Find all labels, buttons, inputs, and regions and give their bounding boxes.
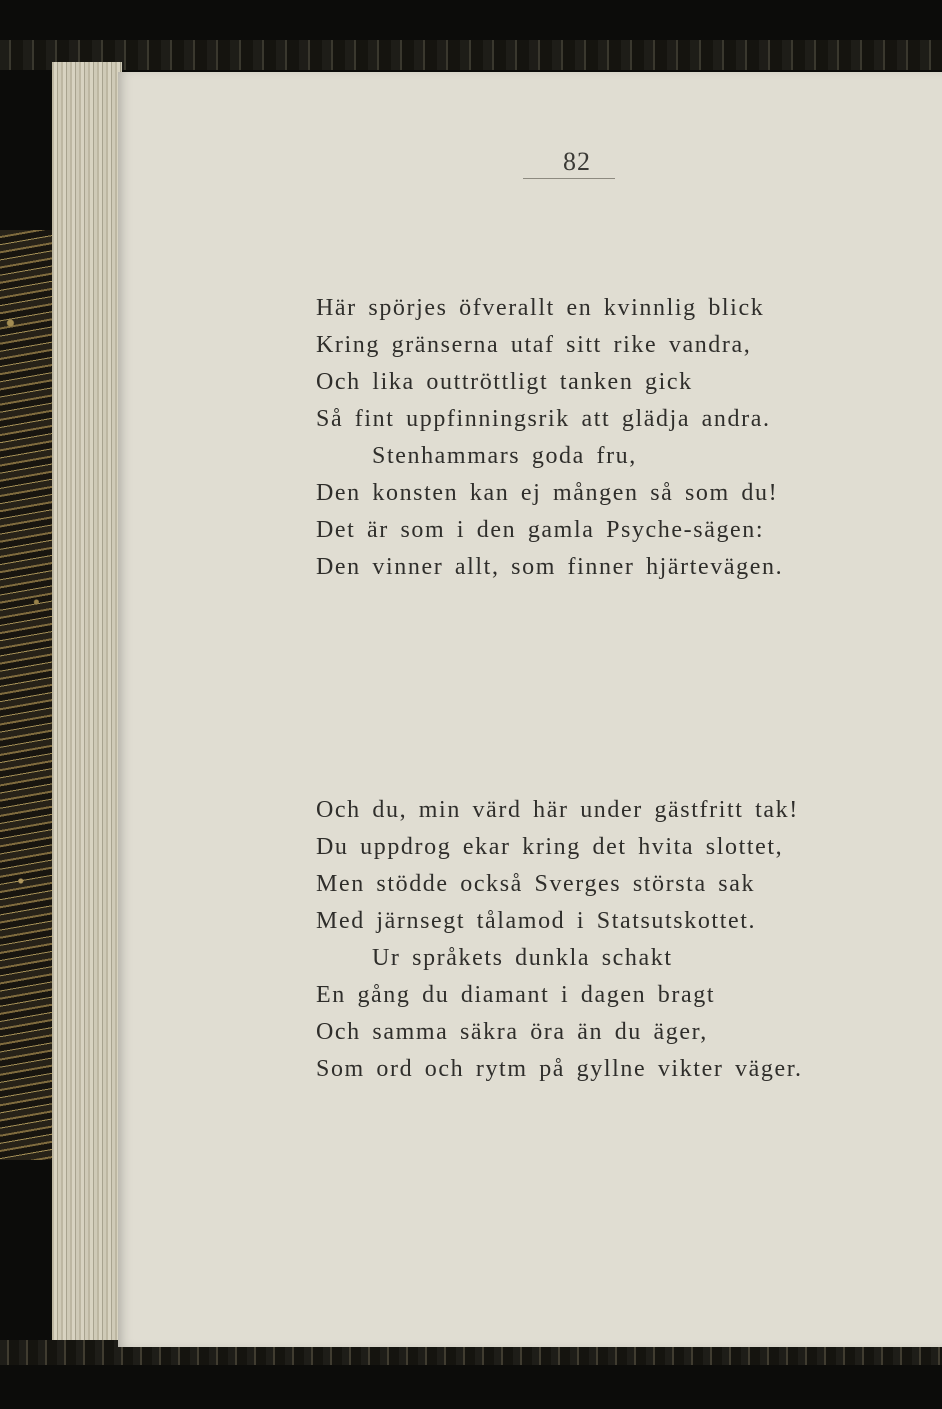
poem-line: Så fint uppfinningsrik att glädja andra.	[316, 406, 771, 432]
book-page	[118, 72, 942, 1347]
poem-line: Kring gränserna utaf sitt rike vandra,	[316, 332, 752, 358]
poem-line: Ur språkets dunkla schakt	[372, 945, 673, 971]
page-block-edge	[52, 62, 122, 1352]
poem-line: Men stödde också Sverges största sak	[316, 871, 756, 897]
poem-line: Stenhammars goda fru,	[372, 443, 637, 469]
page-number-rule	[523, 178, 615, 179]
stanza-2	[316, 792, 803, 1088]
poem-line: Här spörjes öfverallt en kvinnlig blick	[316, 295, 765, 321]
poem-line: Du uppdrog ekar kring det hvita slottet,	[316, 834, 784, 860]
poem-line: Det är som i den gamla Psyche-sägen:	[316, 517, 765, 543]
book-cover-top-edge	[0, 40, 942, 70]
poem-line: Den konsten kan ej mången så som du!	[316, 480, 779, 506]
stanza-1	[316, 290, 783, 586]
poem-line: Och samma säkra öra än du äger,	[316, 1019, 708, 1045]
poem-line: Den vinner allt, som finner hjärtevägen.	[316, 554, 784, 580]
page-number: 82	[563, 147, 591, 176]
poem-line: Med järnsegt tålamod i Statsutskottet.	[316, 908, 757, 934]
poem-line: Och du, min värd här under gästfritt tak!	[316, 797, 799, 823]
poem-line: Och lika outtröttligt tanken gick	[316, 369, 693, 395]
poem-line: En gång du diamant i dagen bragt	[316, 982, 716, 1008]
marbled-edge	[0, 230, 52, 1160]
poem-line: Som ord och rytm på gyllne vikter väger.	[316, 1056, 803, 1082]
